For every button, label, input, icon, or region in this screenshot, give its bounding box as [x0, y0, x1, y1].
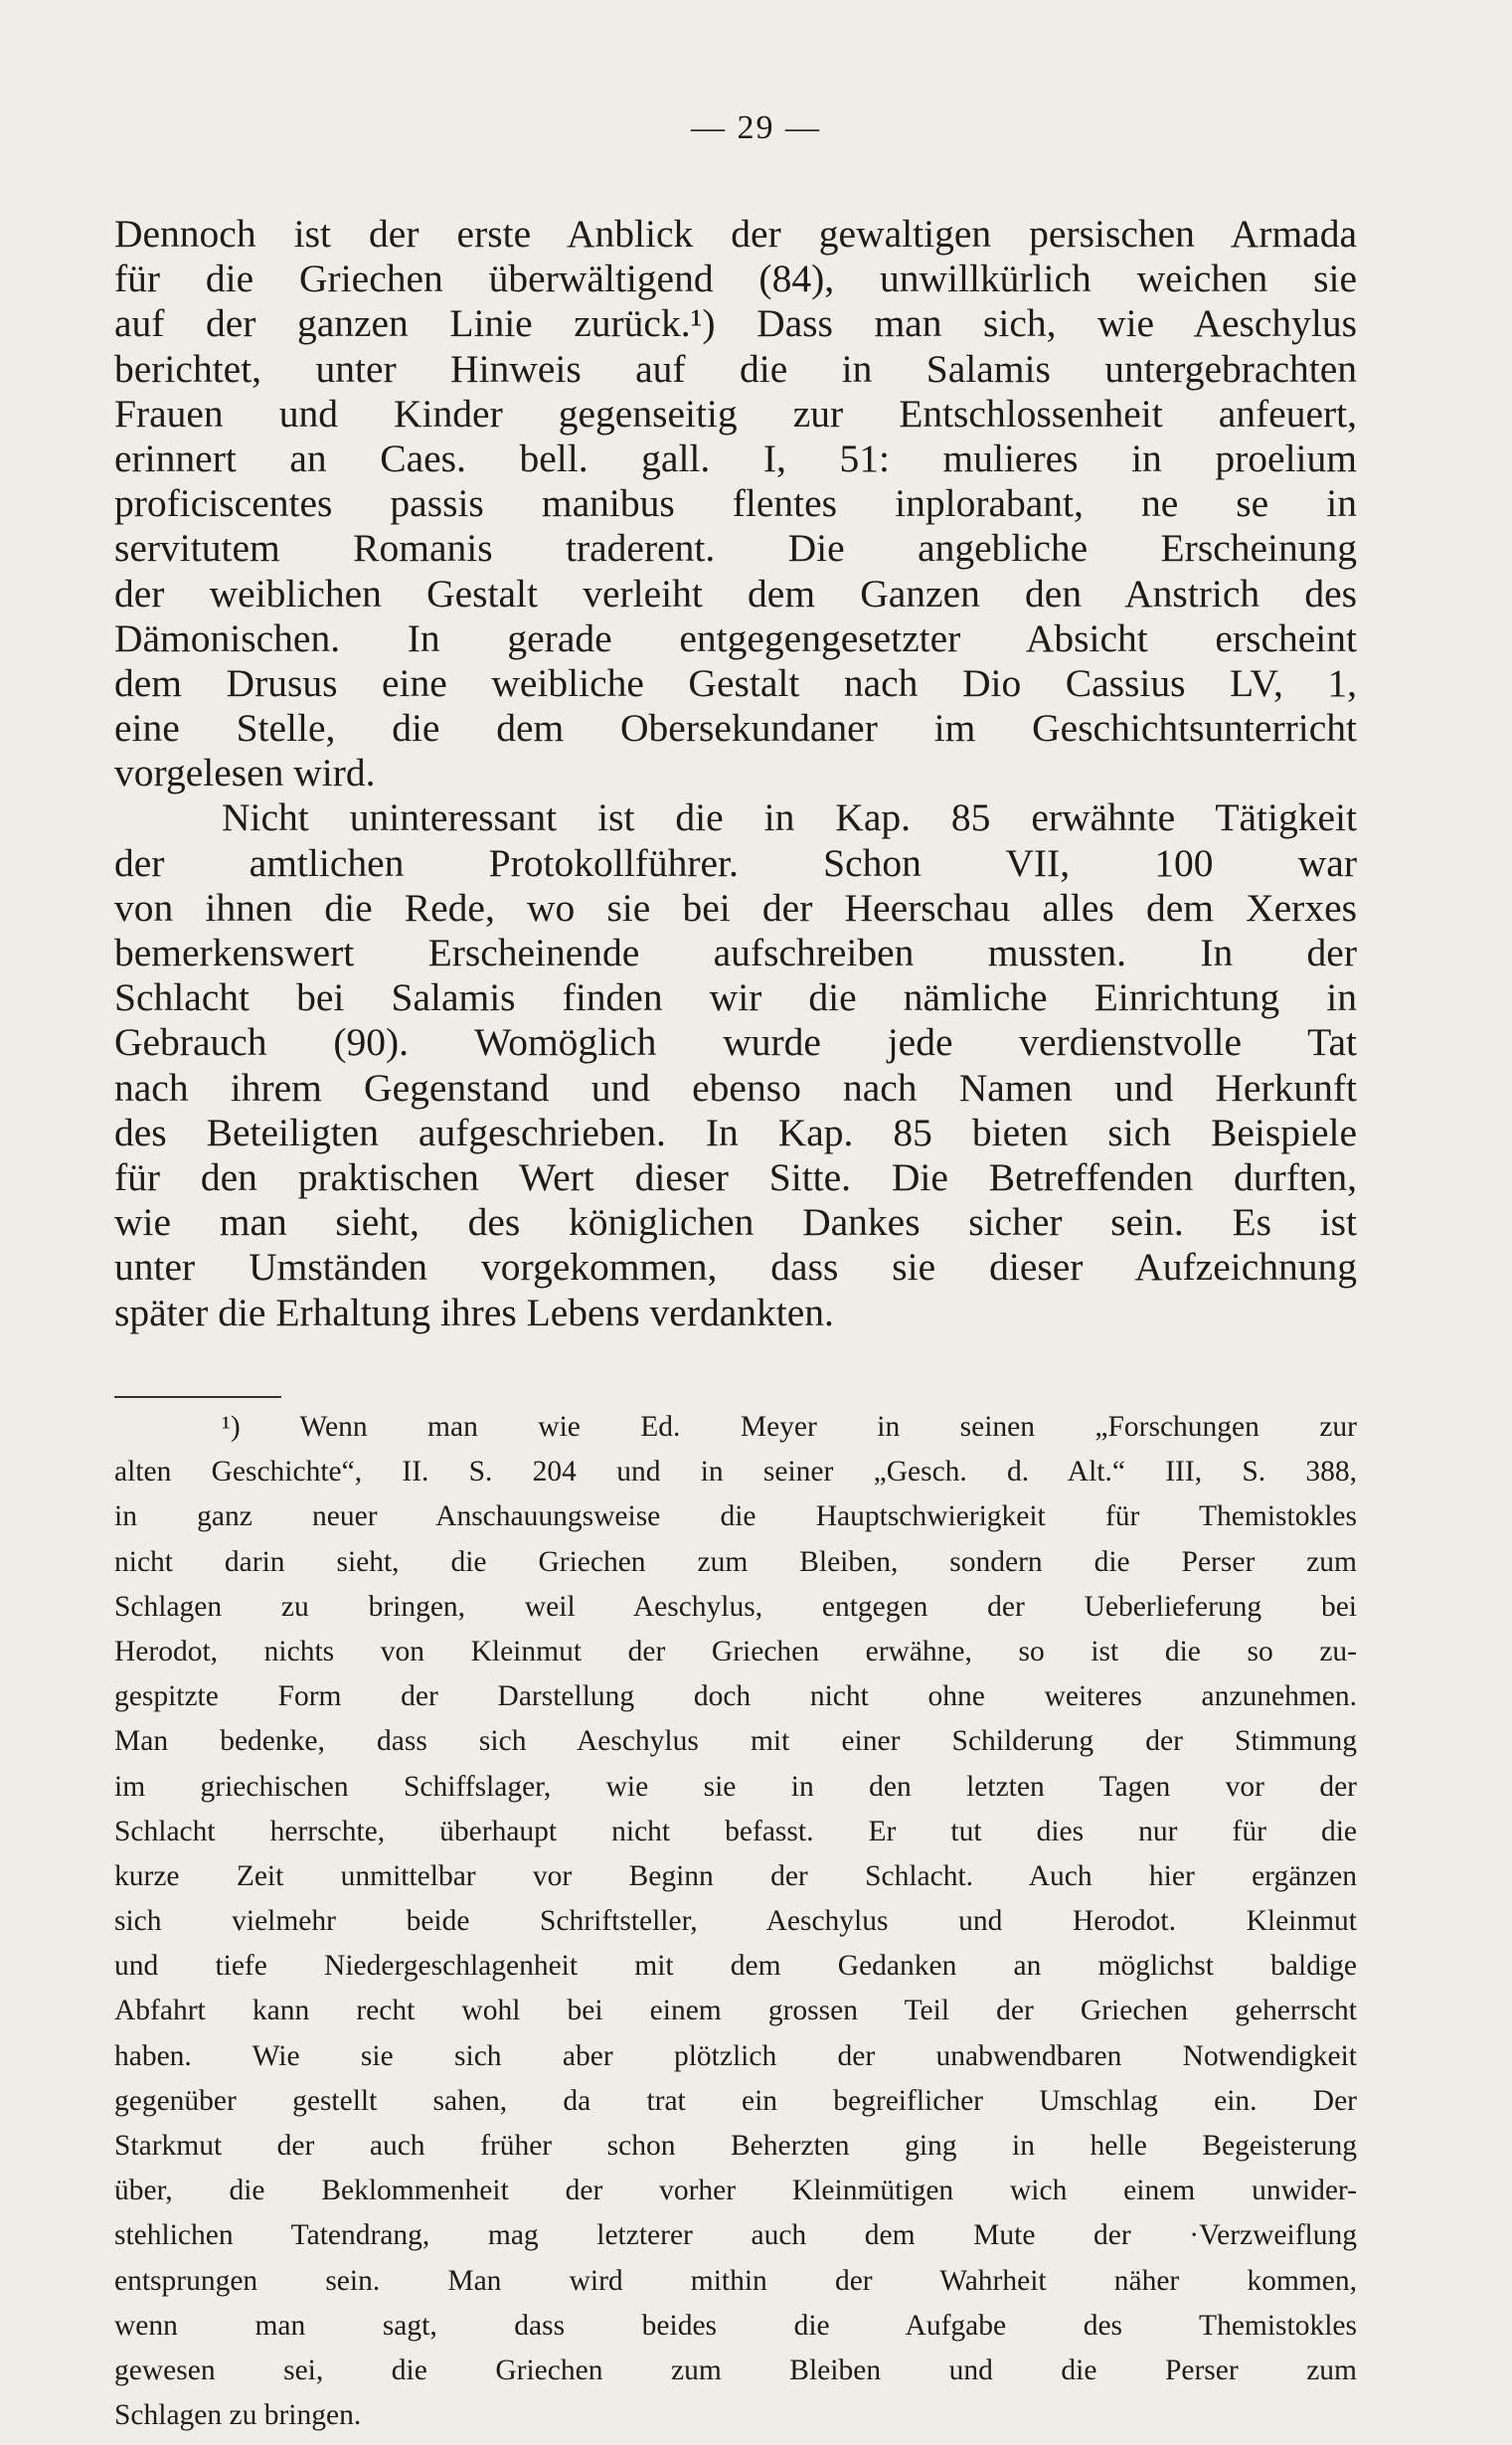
text-line: Frauen und Kinder gegenseitig zur Entschlossenheit anfeuert,	[114, 391, 1357, 436]
text-line: Gebrauch (90). Womöglich wurde jede verdienstvolle Tat	[114, 1020, 1357, 1065]
text-line: erinnert an Caes. bell. gall. I, 51: mulieres in proelium	[114, 436, 1357, 480]
footnote-line: wenn man sagt, dass beides die Aufgabe des Themistokles	[114, 2309, 1357, 2342]
text-line: vorgelesen wird.	[114, 751, 376, 795]
footnote-line: Man bedenke, dass sich Aeschylus mit einer Schilderung der Stimmung	[114, 1725, 1357, 1758]
text-line: des Beteiligten aufgeschrieben. In Kap. 85 bieten sich Beispiele	[114, 1110, 1357, 1154]
footnote-line: über, die Beklommenheit der vorher Kleinmütigen wich einem unwider-	[114, 2175, 1357, 2207]
text-line: Nicht uninteressant ist die in Kap. 85 erwähnte Tätigkeit	[222, 795, 1357, 840]
footnote-line: nicht darin sieht, die Griechen zum Bleiben, sondern die Perser zum	[114, 1545, 1357, 1578]
footnote-line: gegenüber gestellt sahen, da trat ein begreiflicher Umschlag ein. Der	[114, 2084, 1357, 2117]
text-line: auf der ganzen Linie zurück.¹) Dass man sich, wie Aeschylus	[114, 301, 1357, 346]
text-line: nach ihrem Gegenstand und ebenso nach Namen und Herkunft	[114, 1065, 1357, 1110]
footnote-separator	[114, 1396, 281, 1398]
text-line: später die Erhaltung ihres Lebens verdankten.	[114, 1290, 834, 1334]
text-line: für die Griechen überwältigend (84), unwillkürlich weichen sie	[114, 257, 1357, 301]
text-line: Schlacht bei Salamis finden wir die nämliche Einrichtung in	[114, 975, 1357, 1020]
footnote-line: Herodot, nichts von Kleinmut der Griechen erwähne, so ist die so zu-	[114, 1635, 1357, 1667]
footnote-line: ¹) Wenn man wie Ed. Meyer in seinen „Forschungen zur	[222, 1411, 1357, 1443]
footnote-line: sich vielmehr beide Schriftsteller, Aeschylus und Herodot. Kleinmut	[114, 1905, 1357, 1938]
footnote-line: Schlagen zu bringen, weil Aeschylus, entgegen der Ueberlieferung bei	[114, 1590, 1357, 1623]
text-line: dem Drusus eine weibliche Gestalt nach Dio Cassius LV, 1,	[114, 660, 1357, 705]
text-line: berichtet, unter Hinweis auf die in Salamis untergebrachten	[114, 346, 1357, 391]
main-text	[114, 212, 1357, 1335]
text-line: Dämonischen. In gerade entgegengesetzter Absicht erscheint	[114, 615, 1357, 660]
footnote-line: alten Geschichte“, II. S. 204 und in seiner „Gesch. d. Alt.“ III, S. 388,	[114, 1456, 1357, 1488]
text-line: wie man sieht, des königlichen Dankes sicher sein. Es ist	[114, 1200, 1357, 1245]
footnote	[114, 1412, 1357, 2445]
footnote-line: Schlacht herrschte, überhaupt nicht befasst. Er tut dies nur für die	[114, 1815, 1357, 1847]
footnote-line: kurze Zeit unmittelbar vor Beginn der Schlacht. Auch hier ergänzen	[114, 1859, 1357, 1892]
footnote-line: gewesen sei, die Griechen zum Bleiben und die Perser zum	[114, 2354, 1357, 2386]
text-line: proficiscentes passis manibus flentes inplorabant, ne se in	[114, 481, 1357, 526]
footnote-line: entsprungen sein. Man wird mithin der Wahrheit näher kommen,	[114, 2264, 1357, 2297]
page-number: — 29 —	[691, 109, 821, 146]
text-line: von ihnen die Rede, wo sie bei der Heerschau alles dem Xerxes	[114, 885, 1357, 930]
text-line: servitutem Romanis traderent. Die angebliche Erscheinung	[114, 526, 1357, 571]
text-line: der weiblichen Gestalt verleiht dem Ganzen den Anstrich des	[114, 571, 1357, 615]
footnote-line: Abfahrt kann recht wohl bei einem grossen Teil der Griechen geherrscht	[114, 1995, 1357, 2027]
footnote-line: Starkmut der auch früher schon Beherzten ging in helle Begeisterung	[114, 2130, 1357, 2162]
footnote-line: und tiefe Niedergeschlagenheit mit dem Gedanken an möglichst baldige	[114, 1950, 1357, 1983]
text-line: unter Umständen vorgekommen, dass sie dieser Aufzeichnung	[114, 1245, 1357, 1290]
text-line: bemerkenswert Erscheinende aufschreiben mussten. In der	[114, 931, 1357, 974]
text-line: Dennoch ist der erste Anblick der gewaltigen persischen Armada	[114, 212, 1357, 256]
footnote-line: Schlagen zu bringen.	[114, 2399, 362, 2432]
footnote-line: gespitzte Form der Darstellung doch nicht ohne weiteres anzunehmen.	[114, 1680, 1357, 1713]
text-line: der amtlichen Protokollführer. Schon VII, 100 war	[114, 840, 1357, 885]
text-line: für den praktischen Wert dieser Sitte. Die Betreffenden durften,	[114, 1154, 1357, 1199]
text-line: eine Stelle, die dem Obersekundaner im Geschichtsunterricht	[114, 706, 1357, 751]
footnote-line: im griechischen Schiffslager, wie sie in den letzten Tagen vor der	[114, 1770, 1357, 1803]
footnote-line: stehlichen Tatendrang, mag letzterer auch dem Mute der ·Verzweiflung	[114, 2219, 1357, 2252]
footnote-line: in ganz neuer Anschauungsweise die Hauptschwierigkeit für Themistokles	[114, 1500, 1357, 1533]
footnote-line: haben. Wie sie sich aber plötzlich der unabwendbaren Notwendigkeit	[114, 2039, 1357, 2072]
